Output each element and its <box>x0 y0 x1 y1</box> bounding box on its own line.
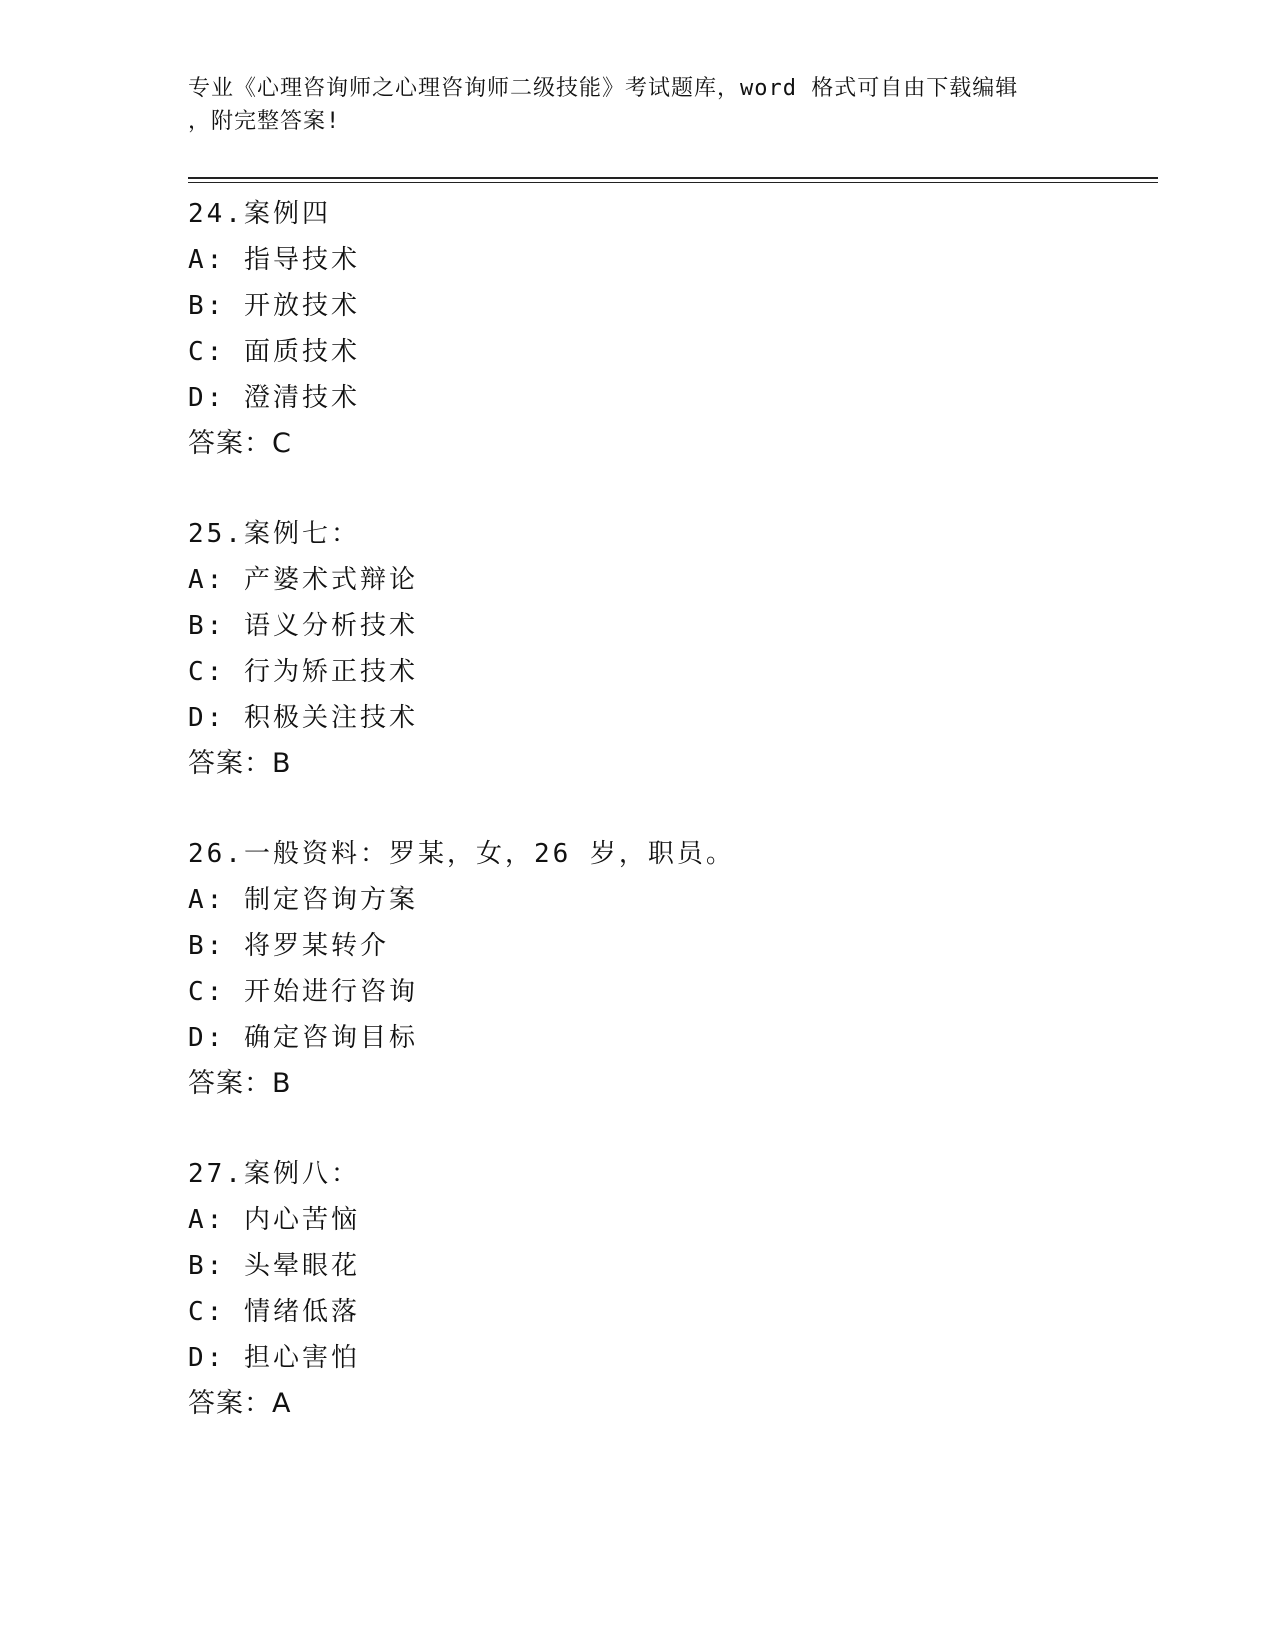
question-26 <box>188 831 1158 1107</box>
option-b: B: 头晕眼花 <box>188 1251 360 1281</box>
header-divider-thick <box>188 177 1158 179</box>
option-b: B: 开放技术 <box>188 291 360 321</box>
option-d: D: 积极关注技术 <box>188 703 418 733</box>
option-a: A: 制定咨询方案 <box>188 885 418 915</box>
option-c: C: 情绪低落 <box>188 1297 360 1327</box>
answer-line: 答案：B <box>188 748 292 779</box>
question-27 <box>188 1151 1158 1427</box>
question-stem: 27.案例八： <box>188 1159 360 1189</box>
header-line-2: ，附完整答案! <box>188 109 341 134</box>
option-d: D: 担心害怕 <box>188 1343 360 1373</box>
answer-line: 答案：B <box>188 1068 292 1099</box>
question-stem: 24.案例四 <box>188 199 331 229</box>
option-d: D: 澄清技术 <box>188 383 360 413</box>
option-c: C: 面质技术 <box>188 337 360 367</box>
option-a: A: 指导技术 <box>188 245 360 275</box>
option-c: C: 开始进行咨询 <box>188 977 418 1007</box>
option-b: B: 将罗某转介 <box>188 931 389 961</box>
question-stem: 26.一般资料：罗某，女，26 岁，职员。 <box>188 839 735 869</box>
question-25 <box>188 511 1158 787</box>
option-a: A: 产婆术式辩论 <box>188 565 418 595</box>
option-d: D: 确定咨询目标 <box>188 1023 418 1053</box>
option-a: A: 内心苦恼 <box>188 1205 360 1235</box>
answer-line: 答案：A <box>188 1388 292 1419</box>
header-line-1: 专业《心理咨询师之心理咨询师二级技能》考试题库，word 格式可自由下载编辑 <box>188 76 1019 101</box>
option-b: B: 语义分析技术 <box>188 611 418 641</box>
question-24 <box>188 191 1158 467</box>
question-stem: 25.案例七： <box>188 519 360 549</box>
question-list <box>188 191 1158 1471</box>
answer-line: 答案：C <box>188 428 292 459</box>
document-header <box>188 72 1088 138</box>
option-c: C: 行为矫正技术 <box>188 657 418 687</box>
header-divider-thin <box>188 182 1158 183</box>
